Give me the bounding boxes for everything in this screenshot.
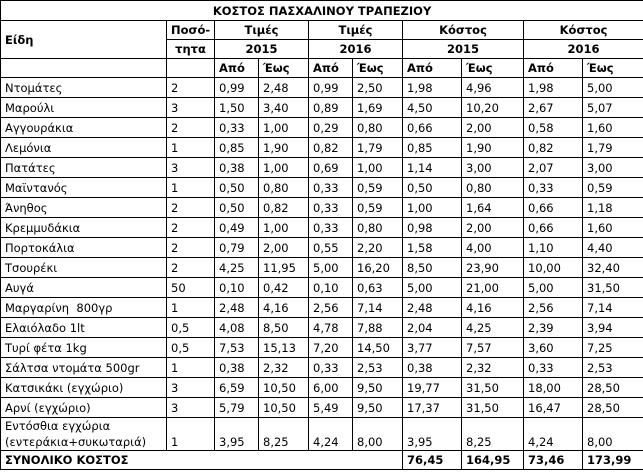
cost-2015-from: 1,14 <box>403 158 462 178</box>
cost-2016-from: 0,66 <box>524 198 583 218</box>
cost-2016-to: 2,53 <box>583 358 643 378</box>
cost-2016-from: 2,67 <box>524 98 583 118</box>
item-name: Ντομάτες <box>1 78 167 98</box>
cost-2016-to: 7,25 <box>583 338 643 358</box>
table-row <box>1 198 643 218</box>
cost-2015-to: 2,00 <box>462 218 524 238</box>
cost-2016-to: 1,60 <box>583 218 643 238</box>
cost-2016-from: 1,10 <box>524 238 583 258</box>
item-qty: 2 <box>167 198 215 218</box>
cost-2015-to: 2,32 <box>462 358 524 378</box>
price-2016-to: 8,00 <box>353 418 403 451</box>
table-row <box>1 278 643 298</box>
qty-header-spacer <box>167 59 215 78</box>
prices-2015-label: Τιμές <box>215 21 309 40</box>
table-row <box>1 178 643 198</box>
price-2016-to: 1,00 <box>353 158 403 178</box>
cost-2016-to: 1,79 <box>583 138 643 158</box>
item-name-line1: Εντόσθια εγχώρια <box>5 419 111 433</box>
price-2015-to: 2,32 <box>259 358 309 378</box>
price-2016-to: 1,79 <box>353 138 403 158</box>
cost-2016-to: 28,50 <box>583 378 643 398</box>
cost-2015-to: 8,25 <box>462 418 524 451</box>
total-label: ΣΥΝΟΛΙΚΟ ΚΟΣΤΟΣ <box>1 451 403 470</box>
cost-2015-from: 0,50 <box>403 178 462 198</box>
item-qty: 1 <box>167 138 215 158</box>
price-2015-to: 1,00 <box>259 218 309 238</box>
price-2015-from: 0,99 <box>215 78 259 98</box>
item-qty: 0,5 <box>167 318 215 338</box>
price-2015-to: 10,50 <box>259 398 309 418</box>
price-2015-from: 4,08 <box>215 318 259 338</box>
cost-2015-from: 0,98 <box>403 218 462 238</box>
price-2015-to: 2,48 <box>259 78 309 98</box>
price-2015-to: 4,16 <box>259 298 309 318</box>
item-name: Μαρούλι <box>1 98 167 118</box>
cost-2015-to: 31,50 <box>462 378 524 398</box>
cost-2015-from: 3,95 <box>403 418 462 451</box>
cost-2015-from: 19,77 <box>403 378 462 398</box>
price-2016-to: 0,59 <box>353 198 403 218</box>
price-2016-from: 0,33 <box>309 218 353 238</box>
cost-2015-from: 0,66 <box>403 118 462 138</box>
price-2015-to: 0,42 <box>259 278 309 298</box>
table-row <box>1 338 643 358</box>
cost-2016-to: 3,94 <box>583 318 643 338</box>
p16-to-header: Έως <box>353 59 403 78</box>
price-2015-from: 0,79 <box>215 238 259 258</box>
price-2016-to: 2,53 <box>353 358 403 378</box>
cost-2016-from: 1,98 <box>524 78 583 98</box>
cost-2016-from: 0,58 <box>524 118 583 138</box>
cost-2016-from: 16,47 <box>524 398 583 418</box>
cost-2015-from: 1,00 <box>403 198 462 218</box>
table-row <box>1 398 643 418</box>
table-row <box>1 378 643 398</box>
price-2016-to: 0,80 <box>353 218 403 238</box>
cost-2015-to: 1,64 <box>462 198 524 218</box>
table-row <box>1 218 643 238</box>
total-cost-2016-from: 73,46 <box>524 451 583 470</box>
price-2015-to: 0,82 <box>259 198 309 218</box>
cost-2015-to: 4,96 <box>462 78 524 98</box>
cost-2015-to: 3,00 <box>462 158 524 178</box>
item-qty: 3 <box>167 98 215 118</box>
item-name: Ελαιόλαδο 1lt <box>1 318 167 338</box>
cost-2015-from: 1,58 <box>403 238 462 258</box>
prices-2015-year: 2015 <box>215 40 309 59</box>
price-2015-from: 2,48 <box>215 298 259 318</box>
price-2015-from: 1,50 <box>215 98 259 118</box>
item-qty: 2 <box>167 258 215 278</box>
price-2016-to: 0,80 <box>353 118 403 138</box>
cost-2015-to: 2,00 <box>462 118 524 138</box>
cost-2015-to: 4,25 <box>462 318 524 338</box>
cost-2016-from: 2,56 <box>524 298 583 318</box>
cost-2015-from: 4,50 <box>403 98 462 118</box>
cost-2016-to: 3,00 <box>583 158 643 178</box>
price-2015-to: 8,50 <box>259 318 309 338</box>
table-row <box>1 78 643 98</box>
price-2016-from: 0,33 <box>309 178 353 198</box>
table-row <box>1 158 643 178</box>
table-row <box>1 118 643 138</box>
price-2015-to: 15,13 <box>259 338 309 358</box>
table-row <box>1 358 643 378</box>
item-qty: 1 <box>167 358 215 378</box>
price-2016-to: 2,20 <box>353 238 403 258</box>
item-name: Λεμόνια <box>1 138 167 158</box>
price-2016-to: 14,50 <box>353 338 403 358</box>
price-2016-from: 0,29 <box>309 118 353 138</box>
item-qty: 50 <box>167 278 215 298</box>
price-2015-from: 0,85 <box>215 138 259 158</box>
item-name: Σάλτσα ντομάτα 500gr <box>1 358 167 378</box>
c15-from-header: Από <box>403 59 462 78</box>
cost-2016-from: 10,00 <box>524 258 583 278</box>
cost-2015-to: 4,16 <box>462 298 524 318</box>
item-name: Κατσικάκι (εγχώριο) <box>1 378 167 398</box>
item-name: Τυρί φέτα 1kg <box>1 338 167 358</box>
c15-to-header: Έως <box>462 59 524 78</box>
cost-2016-from: 4,24 <box>524 418 583 451</box>
cost-2016-to: 32,40 <box>583 258 643 278</box>
price-2016-from: 4,78 <box>309 318 353 338</box>
price-2015-from: 3,95 <box>215 418 259 451</box>
price-2016-to: 9,50 <box>353 398 403 418</box>
price-2016-to: 16,20 <box>353 258 403 278</box>
price-2015-to: 8,25 <box>259 418 309 451</box>
item-name: Αυγά <box>1 278 167 298</box>
item-qty: 1 <box>167 418 215 451</box>
total-cost-2015-to: 164,95 <box>462 451 524 470</box>
cost-2015-to: 31,50 <box>462 398 524 418</box>
item-name: Άνηθος <box>1 198 167 218</box>
price-2015-from: 0,10 <box>215 278 259 298</box>
item-name <box>1 418 167 451</box>
price-2015-to: 1,00 <box>259 158 309 178</box>
items-header: Είδη <box>1 21 167 59</box>
p15-from-header: Από <box>215 59 259 78</box>
c16-to-header: Έως <box>583 59 643 78</box>
price-2015-from: 6,59 <box>215 378 259 398</box>
price-2015-from: 0,38 <box>215 358 259 378</box>
cost-2015-label: Κόστος <box>403 21 524 40</box>
price-2016-to: 7,88 <box>353 318 403 338</box>
item-qty: 2 <box>167 118 215 138</box>
cost-2015-from: 2,48 <box>403 298 462 318</box>
cost-2015-to: 23,90 <box>462 258 524 278</box>
item-name: Μαργαρίνη 800γρ <box>1 298 167 318</box>
price-2015-to: 3,40 <box>259 98 309 118</box>
cost-2016-from: 0,66 <box>524 218 583 238</box>
cost-2015-to: 1,90 <box>462 138 524 158</box>
cost-2016-from: 0,82 <box>524 138 583 158</box>
item-qty: 2 <box>167 238 215 258</box>
cost-2015-from: 8,50 <box>403 258 462 278</box>
price-2016-from: 4,24 <box>309 418 353 451</box>
table-row <box>1 418 643 451</box>
table-row <box>1 298 643 318</box>
price-2015-to: 10,50 <box>259 378 309 398</box>
price-2016-from: 0,99 <box>309 78 353 98</box>
cost-2016-to: 28,50 <box>583 398 643 418</box>
price-2016-from: 6,00 <box>309 378 353 398</box>
item-name: Κρεμμυδάκια <box>1 218 167 238</box>
cost-2015-from: 0,85 <box>403 138 462 158</box>
item-name: Μαϊντανός <box>1 178 167 198</box>
price-2015-to: 0,80 <box>259 178 309 198</box>
cost-2016-to: 0,59 <box>583 178 643 198</box>
price-2015-to: 1,90 <box>259 138 309 158</box>
item-name: Πορτοκάλια <box>1 238 167 258</box>
price-2016-to: 2,50 <box>353 78 403 98</box>
total-row <box>1 451 643 470</box>
cost-2016-label: Κόστος <box>524 21 643 40</box>
item-name: Πατάτες <box>1 158 167 178</box>
price-2016-to: 0,59 <box>353 178 403 198</box>
cost-2015-year: 2015 <box>403 40 524 59</box>
price-2015-from: 0,38 <box>215 158 259 178</box>
cost-2015-to: 7,57 <box>462 338 524 358</box>
table-row <box>1 318 643 338</box>
item-qty: 2 <box>167 78 215 98</box>
item-qty: 3 <box>167 158 215 178</box>
table-row <box>1 138 643 158</box>
cost-2015-from: 5,00 <box>403 278 462 298</box>
total-cost-2015-from: 76,45 <box>403 451 462 470</box>
item-qty: 1 <box>167 178 215 198</box>
price-2015-from: 0,49 <box>215 218 259 238</box>
price-2016-from: 7,20 <box>309 338 353 358</box>
price-2016-from: 2,56 <box>309 298 353 318</box>
price-2016-to: 1,69 <box>353 98 403 118</box>
item-qty: 2 <box>167 218 215 238</box>
item-name: Αγγουράκια <box>1 118 167 138</box>
price-2016-from: 0,69 <box>309 158 353 178</box>
cost-2016-to: 8,00 <box>583 418 643 451</box>
item-qty: 0,5 <box>167 338 215 358</box>
price-2016-to: 7,14 <box>353 298 403 318</box>
price-2015-from: 7,53 <box>215 338 259 358</box>
table-row <box>1 98 643 118</box>
cost-2015-to: 0,80 <box>462 178 524 198</box>
cost-2015-to: 10,20 <box>462 98 524 118</box>
price-2015-to: 1,00 <box>259 118 309 138</box>
price-2016-from: 5,49 <box>309 398 353 418</box>
cost-2016-to: 5,00 <box>583 78 643 98</box>
price-2016-from: 0,10 <box>309 278 353 298</box>
cost-2016-from: 3,60 <box>524 338 583 358</box>
item-name: Τσουρέκι <box>1 258 167 278</box>
cost-2015-from: 17,37 <box>403 398 462 418</box>
table-row <box>1 258 643 278</box>
cost-2016-to: 4,40 <box>583 238 643 258</box>
c16-from-header: Από <box>524 59 583 78</box>
total-cost-2016-to: 173,99 <box>583 451 643 470</box>
price-2016-from: 0,33 <box>309 198 353 218</box>
item-qty: 3 <box>167 378 215 398</box>
cost-2016-from: 0,33 <box>524 178 583 198</box>
cost-2015-to: 4,00 <box>462 238 524 258</box>
cost-2016-to: 5,07 <box>583 98 643 118</box>
cost-2016-from: 18,00 <box>524 378 583 398</box>
items-header-spacer <box>1 59 167 78</box>
table-row <box>1 238 643 258</box>
price-2016-from: 0,33 <box>309 358 353 378</box>
table-title: ΚΟΣΤΟΣ ΠΑΣΧΑΛΙΝΟΥ ΤΡΑΠΕΖΙΟΥ <box>1 1 643 21</box>
price-2016-from: 5,00 <box>309 258 353 278</box>
price-2016-from: 0,55 <box>309 238 353 258</box>
p16-from-header: Από <box>309 59 353 78</box>
price-2016-from: 0,82 <box>309 138 353 158</box>
item-name-line2: (εντεράκια+συκωταριά) <box>5 435 147 449</box>
cost-2016-from: 0,33 <box>524 358 583 378</box>
price-2015-to: 2,00 <box>259 238 309 258</box>
cost-2016-to: 7,14 <box>583 298 643 318</box>
prices-2016-year: 2016 <box>309 40 403 59</box>
price-2015-from: 4,25 <box>215 258 259 278</box>
price-2016-to: 9,50 <box>353 378 403 398</box>
p15-to-header: Έως <box>259 59 309 78</box>
cost-2016-year: 2016 <box>524 40 643 59</box>
item-qty: 1 <box>167 298 215 318</box>
item-qty: 3 <box>167 398 215 418</box>
price-2016-to: 0,63 <box>353 278 403 298</box>
price-2015-from: 0,33 <box>215 118 259 138</box>
cost-2015-from: 2,04 <box>403 318 462 338</box>
cost-2016-to: 31,50 <box>583 278 643 298</box>
price-2016-from: 0,89 <box>309 98 353 118</box>
price-2015-from: 5,79 <box>215 398 259 418</box>
price-2015-from: 0,50 <box>215 178 259 198</box>
item-name: Αρνί (εγχώριο) <box>1 398 167 418</box>
cost-2015-from: 0,38 <box>403 358 462 378</box>
cost-2016-from: 5,00 <box>524 278 583 298</box>
qty-header-line2: τητα <box>167 40 215 59</box>
qty-header-line1: Ποσό- <box>167 21 215 40</box>
cost-2015-from: 1,98 <box>403 78 462 98</box>
prices-2016-label: Τιμές <box>309 21 403 40</box>
cost-2015-from: 3,77 <box>403 338 462 358</box>
cost-2016-from: 2,39 <box>524 318 583 338</box>
cost-2016-to: 1,18 <box>583 198 643 218</box>
cost-2015-to: 21,00 <box>462 278 524 298</box>
price-2015-to: 11,95 <box>259 258 309 278</box>
price-2015-from: 0,50 <box>215 198 259 218</box>
cost-2016-to: 1,60 <box>583 118 643 138</box>
cost-2016-from: 2,07 <box>524 158 583 178</box>
